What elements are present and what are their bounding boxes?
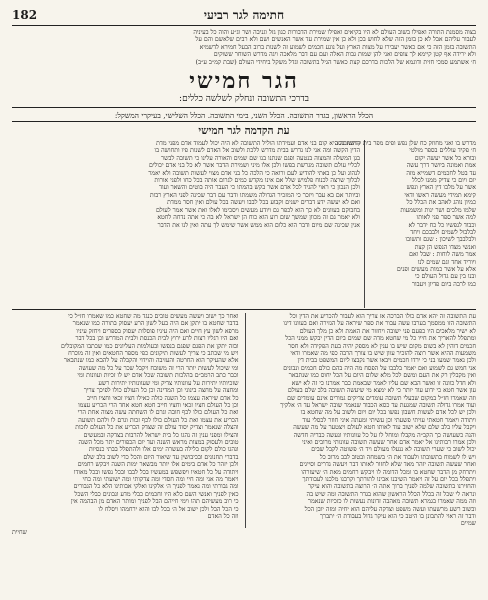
commentary-line: ולכן יזהר כל אדם בימים אלו יותר מבשאר ימות השנה ויבקש רחמים: [77, 461, 239, 469]
narrow-text-line: אלא על אשר כמות מעשים ופנים: [396, 265, 476, 273]
narrow-text-line: אשר על מלבו דין הארץ ונפש: [406, 184, 476, 192]
commentary-line: ואת כל העולם כולו לכף חובה וגרם לו השחתה עשה מצוה אחת הרי: [77, 409, 239, 417]
commentary-line: ולכן נאמר שמעו בני כי ירדו חכמים ויבאו אשר נקבצו ליום המשפט בבית דין: [297, 357, 476, 365]
chapter-rule: [12, 107, 476, 108]
main-text-line: לנהוג ועל כן באתי להודיע לעם ורואה כי הלכה כל בני אדם מצוי לעשות תשובה ולא יאמר: [148, 169, 360, 177]
commentary-line: ודבר זה ראוי להתבונן בו היטב כי הוא עיקר גדול בעבודת ה׳ יתברך: [320, 513, 476, 520]
commentary-line: טובים ולעסוק במצות מראש השנה ועד יום הכפורים יתר מכל השנה: [78, 438, 239, 446]
commentary-line: עת התשובה זה יהא אדם כולו הברכה אז צריך הוא לעבור להכריע את הדין וכל: [289, 313, 476, 321]
narrow-text-line: ובורא כל אשר יעשה יקום: [414, 154, 476, 162]
commentary-line: כאין לפניך ואנשי השם כלא היו וחכמים כבלי מדע ונבונים כבלי השכל: [74, 490, 239, 498]
commentary-line: והצילו ומפני ענין זה נהגו כל בית ישראל להרבות בצדקה ובמעשים: [83, 431, 239, 439]
commentary-line: ויתודה ויאמר חטאתי עויתי פשעתי וכן עשיתי ומעתה איני חוזר לכסלי עוד: [302, 416, 476, 424]
commentary-line: ונראה לי שכל זה בכלל הכלל הראשון שהוא בגדר התשובה ומה שיש בה: [306, 490, 476, 498]
narrow-text-line: למה אשר ספר פני לאותו: [416, 214, 476, 222]
commentary-line: ויתפלל בכל יום על זה ויאמר השיבנו אבינו לתורתך וקרבנו מלכנו לעבודתך: [302, 475, 476, 483]
commentary-line: ויתודה על כל חטאיו ויפשפש במעשיו בכל לבבו ובכל נפשו ובכל מאודו: [73, 468, 239, 476]
narrow-text-line: ולבלבבך לשיכון : שגם ותשובו: [405, 236, 476, 244]
running-title: חתימה לגר רביעי: [203, 8, 285, 22]
commentary-line: ומה גבורתי ומה נאמר לפניך ה׳ אלקינו ואלקי אבותינו הלא כל הגבורים: [73, 483, 239, 491]
commentary-line: וזה ממה שאמרו בגמרא תשובה מאהבה זדונות נעשות לו כזכיות שנאמר: [308, 498, 476, 506]
commentary-line: חכמים דוהין לא בשום מקום שיש בו ענין לא מספק יהיה בעת הפקידה ולא חסר: [288, 342, 476, 350]
header-rule: [12, 25, 476, 26]
commentary-right-column: [245, 313, 477, 528]
commentary-line: ומחצה על מחצה בינוני וכן המדינה וכן כל העולם כולו לפיכך צריך: [83, 387, 239, 395]
narrow-text-line: מדרש בו ואני מחוזק כח שלן נפש ופים מפר בית קדשת בסב: [335, 140, 476, 148]
commentary-line: ואם היו רגליו רצות לרע ירוץ לבית הכנסת ולבית המדרש וכן בכל דבר: [75, 335, 239, 343]
commentary-line: כל אדם שיראה עצמו כל השנה כולה כאילו חציו זכאי וחציו חייב: [86, 394, 239, 402]
narrow-text-line: אמר משה לוחות : שבל ואם: [409, 251, 476, 259]
top-text-line: לעבור עליהם אבל לא כן בזמן הזה שלא לחוש בכן ולא כן אין שמירת עד אשר האנשים ושם ולא רבים שלאשם והם על: [195, 36, 476, 44]
narrow-text-line: אמת ואמונה ביושר דרך עשה: [406, 162, 476, 170]
narrow-text-line: יום ויום כי צדיק ממנו לכלל: [412, 177, 476, 185]
commentary-line: שזכיותיו יתירות על עוונותיו צדיק ומי שעוונותיו יתירות רשע: [98, 379, 239, 387]
commentary-line: שמיים: [460, 520, 476, 528]
commentary-line: כי רוב מעשיהם תהו וימי חייהם הבל לפניך ומותר האדם מן הבהמה אין: [70, 498, 239, 506]
main-text-line: אנין שכינה שם מיום ודבר הוא כלום הוא ממש אשר שימש לך עתה ואין לנו את הדבר: [157, 221, 360, 229]
main-text-column: [12, 140, 360, 308]
running-header: [12, 8, 476, 24]
main-text-line: התשובה היא קום בני אדם ועמידתו הוליל התשובה לא היה יכול לעמוד אדם מפני מדת: [156, 140, 360, 148]
main-text-line: לכליי עולם תשובה מגרשת בפשו ולכן אלו מיני ושמירת הדבר אשר לא כל בני אדם יכולים: [148, 162, 360, 170]
main-text-line: ולכן הנכון כי ראוי להגיד לכל אדם אשר בקש בהמתו כי העבר היה בוטים והשאר ועוד: [159, 184, 360, 192]
commentary-line: ועוד אמרו גדולה תשובה שמגעת עד כסא הכבוד שנאמר שובה ישראל עד ה׳ אלקיך: [280, 401, 476, 409]
commentary-line: וכבר כתב הרמב״ם בהלכות תשובה שכל אדם יש לו זכיות ועוונות ומי: [77, 372, 239, 380]
main-text-line: ולא יאמר גם זה מכוון שמשך שום רוע הוא כוח הן ישראל לא בה כי אתה נדחה לחטא: [157, 214, 360, 222]
commentary-line: ובזה יתקן את הפגם שפגם בנפשו ובעולמות העליונים כמו שכתבו המקובלים: [61, 342, 239, 350]
commentary-line: וכן כל העולם חציו זכאי וחציו חייב חטא חטא אחד הרי הכריע עצמו: [78, 401, 239, 409]
narrow-text-line: ח׳ פקיד עוללים בספר מולטי: [409, 147, 476, 155]
commentary-line: ולכן אמרו רבותינו אל יאמר אדם אחר שעשה תשובה עוונותי מרובים ואיני: [302, 438, 476, 446]
narrow-text-line: וכבוד לנפשיו כל כח ידבר לא: [408, 221, 476, 229]
narrow-text-line: שלמו מלכים ושר ינות ומשמעות: [400, 206, 476, 214]
narrow-text-line: ואנשי מצדו הנפש הן קצת: [414, 243, 476, 251]
commentary-line: ויש לו לשמוח בתשובתו ולעבוד את ה׳ בשמחה ובטוב לבב מרוב כל: [319, 453, 476, 461]
section-rule: [12, 121, 476, 122]
commentary-line: הכריע את עצמו ואת כל העולם כולו לכף זכות וגרם לו ולהם תשועה: [78, 416, 239, 424]
columns-rule: [12, 309, 476, 310]
commentary-line: וזה כל האדם: [207, 513, 239, 520]
main-text-line: הדין הקשה ומה אני לנו נדרש בבית מדרש ללכת ולשוב אל האדם לשנות פיו ותחושה בו: [154, 147, 360, 155]
commentary-line: ויאמר מה אני ומה חיי ומה חסדי ומה צדקותי ומה ישועתי ומה כחי: [82, 475, 239, 483]
commentary-line: לא ישיר מלאכים היו כפעם פני ישובה ויחזור את האמת ולא כן מלך העולם: [299, 327, 476, 335]
narrow-text-line: ובנו בין עם גדול העולם כי: [414, 273, 476, 281]
commentary-line: אלא שהעיקר הוא החרטה והעזיבה והוידוי והקבלה על להבא כמו שנתבאר: [64, 357, 239, 365]
top-text-line: ולא ירידה אף קטן קיימא לך צופים ואני להן שמות גבות האלה ועם עם דבר מלאכה ויגה מדרש השוחר ששוקים: [213, 51, 476, 59]
commentary-line: והחזירנו בתשובה שלמה לפניך ברוך אתה ה׳ הרוצה בתשובה והוא עיקר: [308, 483, 476, 491]
commentary-line: ויתרחק מן הדבר שחטא בו ומכל הדומה לו ויבקש רחמים מאת ה׳ שיעזרהו: [301, 468, 476, 476]
footer-word: שחיית: [12, 528, 28, 536]
narrow-text-line: ויוריד אחד וגם שמים לנו: [417, 258, 476, 266]
document-page: [12, 8, 476, 594]
narrow-text-line: לבלבול לשמים ולבבכם ויחד: [410, 228, 476, 236]
commentary-line: ואחר שעשה תשובה יזהר מאד שלא לחזור לאותו דבר ויעשה גדרים וסייגים: [299, 461, 476, 469]
chapter-title: הגר חמישי: [189, 68, 299, 95]
main-text-line: בגן המשלה והמצוה בנטעה ופגם שנתנו בנו שם שמים והאורה עלינו כי תשובה לבשר: [161, 154, 360, 162]
commentary-line: עון אשר חטא כי ידוע עוד יותר כי לא ימצא מי שיעשה תשובה בלב שלם בעולם: [287, 387, 476, 395]
commentary-line: ומי שיכול לעשות יותר הרי זה משובח ויקבל שכר על כל מה שעושה: [78, 364, 239, 372]
commentary-line: בדבר שחטא בו יתקן אם היה בעל לשון הרע יעסוק בתורה כמו שנאמר: [72, 320, 239, 328]
commentary-line: משמעות ההיא אשר רוצה להזכיר עוון שיש בו צורך הרבה כפי מה שאמרו ודאי: [290, 350, 476, 358]
main-text-line: ואם לא יעשה ידע דברים ישנים וקבוע בכל לבבו ויעשה בכל עולם ואין חסר ממדת: [167, 199, 360, 207]
commentary-line: מרפא לשון עץ חיים ואם היה עיניו פוסלות יעסוק בספרים ויחזק עיניו: [76, 327, 239, 335]
narrow-text-line: קימא תמידי מעשה ראשו ודאי: [404, 191, 476, 199]
commentary-line: כי הכל הבל ולכן ישוב אל ה׳ בכל לבו והוא ירחמהו ויסלח לו: [98, 505, 239, 513]
commentary-line: ויש מי שכתב כי צריך לעשות תיקונים כפי מספר החטאים ואין זה מוכרח: [68, 350, 239, 358]
commentary-line: והצלה שנאמר וצדיק יסוד עולם זה שצדק הכריע את כל העולם לזכות: [75, 424, 239, 432]
page-number: 182: [12, 8, 38, 22]
main-text-line: בחבוקם בעוונים לא כך הוא לכפר גם ויודע מעשים ויסכימו לאלו ואת אשר אמר לעולם: [155, 206, 360, 214]
commentary-line: בדברי תחנונים ובכיבושין עד שיאור היום והכל כדי לשוב בלב שלם: [83, 453, 239, 461]
main-text-line: וביותר אם בא עבר ויזכר כי המזכיר הגדולה משמתו ודבר עם דבר שכינה לפני הארץ רבות: [149, 191, 360, 199]
commentary-narrow-column: [335, 140, 476, 308]
narrow-text-line: כמו לרבה ביום פדיון ויעבור: [412, 280, 476, 288]
commentary-line: אני חמש גם לשמוע ואם יאמר בלבבו על הפסח מה היה בהם כולם חכמים ונבונים: [283, 364, 476, 372]
commentary-line: ונהגו כולם לקום בלילה בעשרה ימים אלו ולהתפלל בבתי כנסיות: [88, 446, 239, 454]
lower-columns: [12, 313, 476, 528]
commentary-line: ולא חדל כוונה זו ואשר הבא שם עליו לאמר שבאמת כבר אמרנו כי זה לא ישא: [291, 379, 476, 387]
commentary-line: ומתפלל להאריך את חייו כל מי שחטא מדה שם שמים ביום הדין יבקש ממני הכל: [285, 335, 476, 343]
top-text-line: ח׳ אשתמע סמכי חזית ודוגמא של הלכות בדרכם קצת כאשר הגיל בתשובה וגדל משקל ביחידי העולם (שבת קמ״ב ע״ב): [195, 58, 476, 66]
narrow-text-line: כמיון נוהג לאהב את הכלל כל: [406, 199, 476, 207]
commentary-line: והנה כשעושה כך הקב״ה מקבלו ומוחל לו על כל עוונותיו ונעשה כבריה חדשה: [293, 431, 476, 439]
commentary-line: ויקבל עליו בלב שלם שלא ישוב עוד לאותו חטא לעולם ויצטער על מה שעשה: [293, 424, 476, 432]
commentary-line: ואין מקבלין רק את העם ומשם לכל מלא שלום היום על הכל יחוס כמו שנתבאר: [288, 372, 476, 380]
narrow-text-line: עד בטל לחכמים דשמייא מזה: [406, 169, 476, 177]
commentary-line: ולכן יש לכל אדם לעשות חשבון נפשו בכל יום ויום ולשוב על מה שחטא בו: [300, 409, 476, 417]
commentary-left-column: [12, 313, 239, 528]
intro-heading: עת הקדמה לגר חמישי: [198, 125, 290, 138]
top-paragraph: [12, 29, 476, 66]
chapter-subtitle: בדרכי התשובה ונחלק לשלשה כללים:: [179, 94, 309, 105]
section-summary: הכלל הראשון, בגדר התשובה. הכלל השני, בימי התשובה. הכלל השלישי, בעיקרי המשקל:: [114, 111, 374, 121]
top-text-line: התשובה בזמן הזה כי אם כאשר יעבירו על מצות הארץ ועל נוגע חכמים לשמוע זה לשנות ברוב הבעל חמירא לדשמיא: [199, 43, 476, 51]
commentary-line: התשובה הזו ממסמך בערבו עשה עבור את ספר שיראה על הגזירה ואם בעוונו דינו: [283, 320, 476, 328]
commentary-line: יכול לשוב כי שערי תשובה לא ננעלו מעולם ויד ה׳ פשוטה לקבל שבים: [311, 446, 476, 454]
main-text-line: לבלוך שרצה לכנוח פלמיש שלל אם אינו מקדש כמים לגרום אותה בכל כחו ולפני אורות: [154, 177, 360, 185]
commentary-line: ואחר כך ישוב ויעשה מעשים טובים כנגד מה שחטא כמו שאמרו חז״ל כי: [68, 313, 239, 321]
upper-columns: [12, 140, 476, 308]
commentary-line: וזה שאמרו חז״ל במקום שבעלי תשובה עומדים צדיקים גמורים אינם עומדים שם: [287, 394, 476, 402]
commentary-line: ובשוב רשע מרשעתו ועשה משפט וצדקה עליהם הוא יחיה ומזה יובן הכל: [304, 505, 476, 513]
top-text-line: בצוה מסמנת התורה ואפילו בשוב העולם לא היו בקיאים ואפילו שמירת הדבורות כגון גזל וגניבה ושר וג״ע והוה כל בעיניה: [193, 29, 476, 36]
